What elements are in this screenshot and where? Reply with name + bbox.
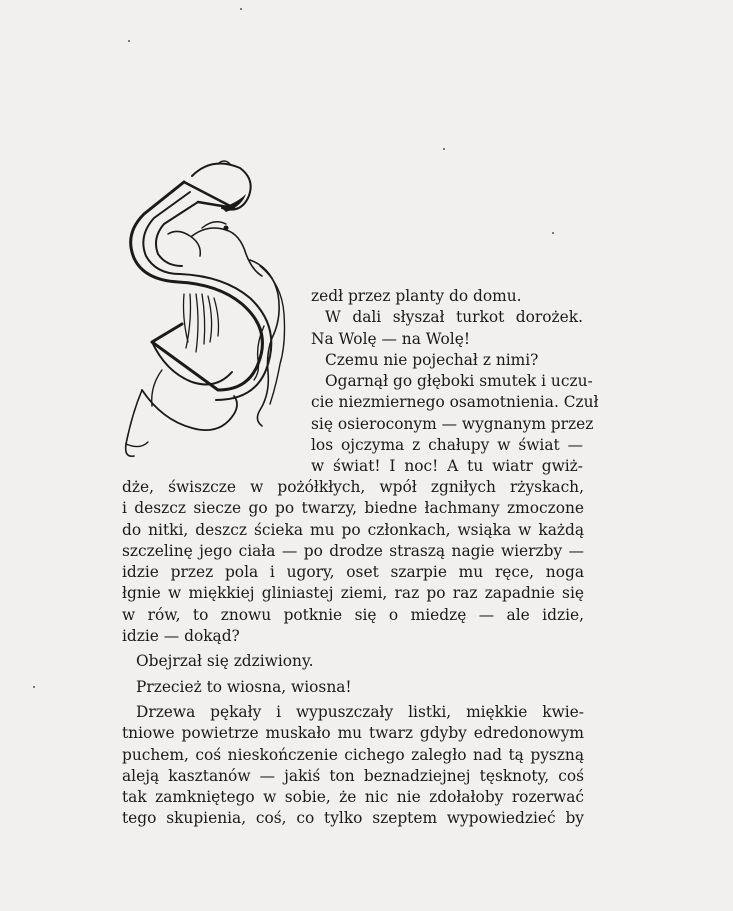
- paper-speck: [33, 686, 35, 688]
- text-line: łgnie w miękkiej gliniastej ziemi, raz po raz zapadnie się: [122, 584, 584, 603]
- text-line: Na Wolę — na Wolę!: [311, 329, 471, 348]
- text-line: puchem, coś nieskończenie cichego zaległo nad tą pyszną: [122, 745, 584, 764]
- text-line: Drzewa pękały i wypuszczały listki, miękkie kwie-: [136, 702, 584, 721]
- paragraph-full-width: [122, 477, 584, 830]
- text-line: i deszcz siecze go po twarzy, biedne łachmany zmoczone: [122, 499, 584, 518]
- text-line: los ojczyma z chałupy w świat —: [311, 436, 583, 455]
- text-line: Obejrzał się zdziwiony.: [136, 652, 314, 671]
- text-line: szczelinę jego ciała — po drodze straszą nagie wierzby —: [122, 541, 584, 560]
- text-line: zedł przez planty do domu.: [311, 287, 522, 305]
- text-line: tniowe powietrze muskało mu twarz gdyby edredonowym: [122, 724, 584, 743]
- text-line: Ogarnął go głęboki smutek i uczu-: [325, 372, 593, 391]
- paper-speck: [443, 148, 445, 150]
- text-line: idzie — dokąd?: [122, 627, 240, 646]
- text-line: w rów, to znowu potknie się o miedzę — ale idzie,: [122, 605, 584, 624]
- text-line: w świat! I noc! A tu wiatr gwiż-: [311, 457, 583, 476]
- text-line: się osieroconym — wygnanym przez: [311, 414, 594, 433]
- text-line: tego skupienia, coś, co tylko szeptem wypowiedzieć by: [122, 809, 584, 828]
- illustrated-initial-s: [122, 158, 307, 466]
- text-line: Przecież to wiosna, wiosna!: [136, 677, 352, 696]
- text-line: Czemu nie pojechał z nimi?: [325, 350, 539, 369]
- paragraph-right-column: [311, 286, 599, 478]
- text-line: aleją kasztanów — jakiś ton beznadziejnej tęsknoty, coś: [122, 766, 584, 785]
- text-line: W dali słyszał turkot dorożek.: [325, 308, 583, 327]
- text-line: idzie przez pola i ugory, oset szarpie mu ręce, noga: [122, 563, 584, 582]
- text-line: tak zamkniętego w sobie, że nic nie zdołałoby rozerwać: [122, 788, 584, 807]
- paper-speck: [240, 8, 242, 10]
- text-line: do nitki, deszcz ścieka mu po członkach, wsiąka w każdą: [122, 520, 584, 539]
- text-line: dże, świszcze w pożółkłych, wpół zgniłych rżyskach,: [122, 478, 584, 496]
- paper-speck: [128, 40, 130, 42]
- text-line: cie niezmiernego osamotnienia. Czuł: [311, 393, 599, 412]
- paper-speck: [552, 232, 554, 234]
